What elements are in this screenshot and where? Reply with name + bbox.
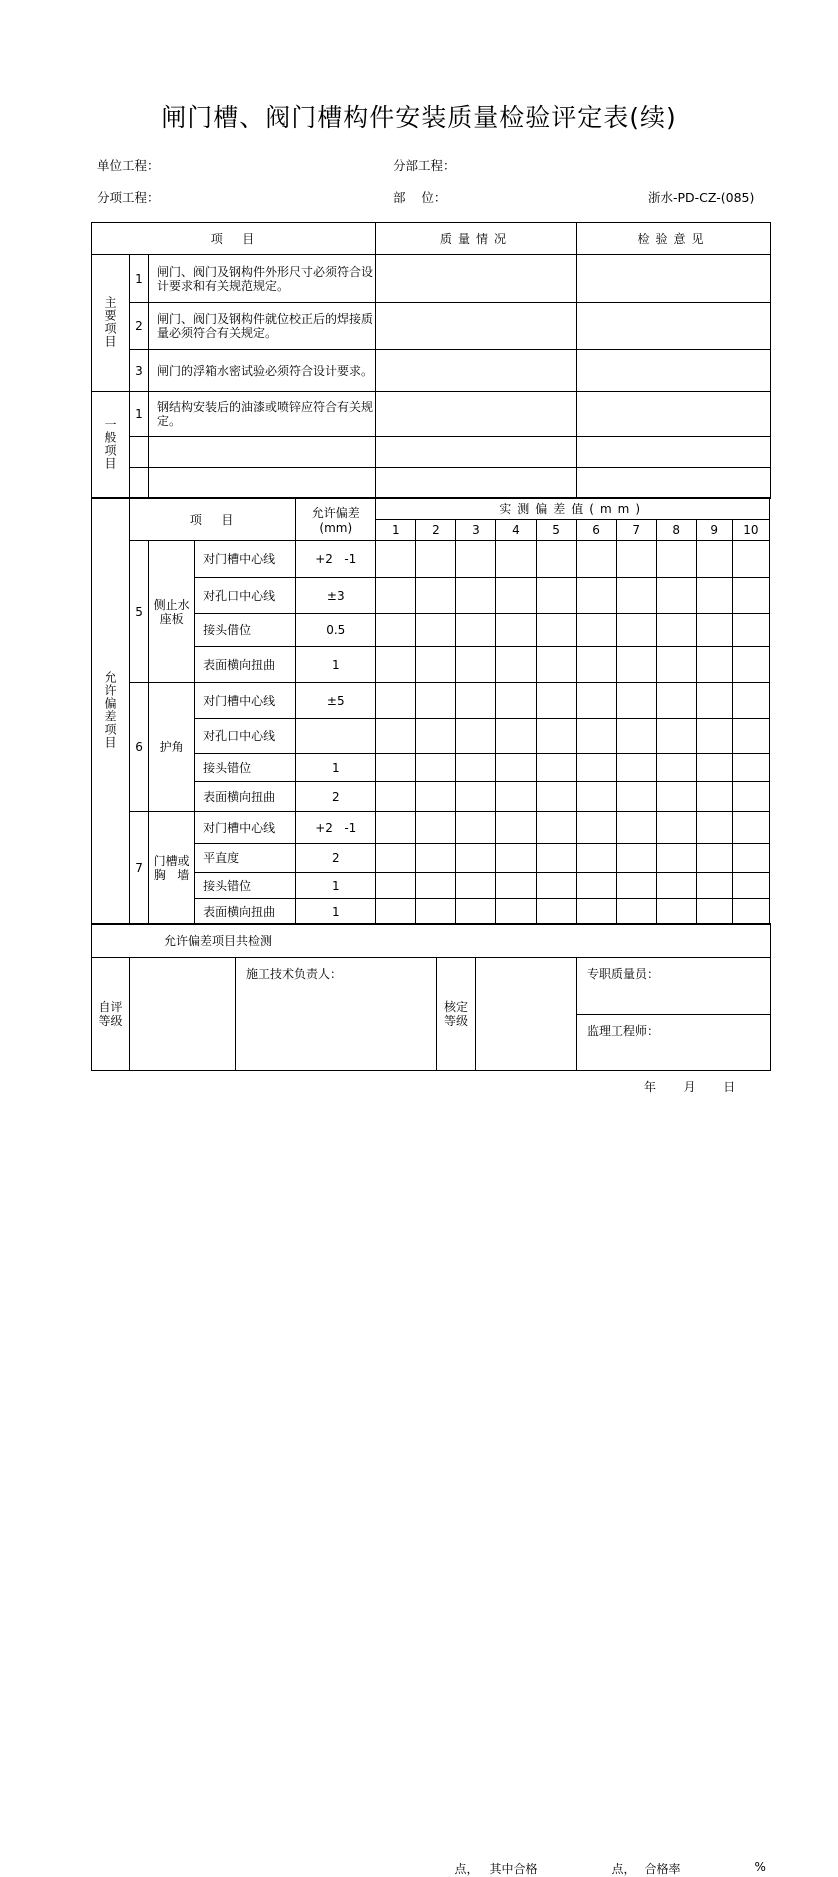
deviation-item: 对门槽中心线 <box>195 812 296 844</box>
measurement-cell[interactable] <box>456 719 496 754</box>
tolerance-value: 2 <box>296 844 376 873</box>
measurement-cell[interactable] <box>456 754 496 782</box>
measurement-cell[interactable] <box>536 719 576 754</box>
measurement-cell[interactable] <box>576 578 616 614</box>
tolerance-value: 1 <box>296 899 376 925</box>
tolerance-value: +2 -1 <box>296 812 376 844</box>
check-grade-cell[interactable] <box>476 958 577 1071</box>
unit-project-label: 单位工程： <box>97 158 160 173</box>
tolerance-value: ±5 <box>296 683 376 719</box>
measurement-cell[interactable] <box>576 873 616 899</box>
measurement-cell[interactable] <box>376 541 416 578</box>
measurement-cell[interactable] <box>456 578 496 614</box>
measurement-cell[interactable] <box>576 683 616 719</box>
measurement-cell[interactable] <box>576 719 616 754</box>
check-grade-label: 核定等级 <box>437 958 476 1071</box>
measurement-cell[interactable] <box>576 647 616 683</box>
measurement-cell[interactable] <box>696 541 732 578</box>
measurement-cell[interactable] <box>732 844 769 873</box>
measurement-cell[interactable] <box>616 683 656 719</box>
measurement-cell[interactable] <box>732 812 769 844</box>
measurement-cell[interactable] <box>616 812 656 844</box>
tolerance-value: 0.5 <box>296 614 376 647</box>
measurement-cell[interactable] <box>416 541 456 578</box>
measurement-cell[interactable] <box>656 844 696 873</box>
measure-column-number: 6 <box>576 520 616 541</box>
measurement-cell[interactable] <box>456 812 496 844</box>
opinion-cell[interactable] <box>577 303 771 350</box>
tolerance-value <box>296 719 376 754</box>
tech-lead-cell[interactable] <box>236 958 437 1071</box>
measurement-cell[interactable] <box>732 899 769 925</box>
measurement-cell[interactable] <box>616 873 656 899</box>
main-item-no: 3 <box>130 350 149 392</box>
measurement-cell[interactable] <box>456 873 496 899</box>
deviation-item: 接头借位 <box>195 614 296 647</box>
measurement-cell[interactable] <box>732 782 769 812</box>
supervisor-label: 监理工程师： <box>587 1024 660 1038</box>
measure-column-number: 8 <box>656 520 696 541</box>
measurement-cell[interactable] <box>416 844 456 873</box>
measurement-cell[interactable] <box>496 899 536 925</box>
main-item-no: 1 <box>130 255 149 303</box>
measurement-cell[interactable] <box>656 873 696 899</box>
measurement-cell[interactable] <box>536 683 576 719</box>
measurement-cell[interactable] <box>732 647 769 683</box>
tolerance-value: 1 <box>296 647 376 683</box>
inspection-table <box>91 222 771 499</box>
measurement-cell[interactable] <box>696 719 732 754</box>
self-grade-label: 自评等级 <box>92 958 130 1071</box>
measurement-cell[interactable] <box>376 683 416 719</box>
deviation-item: 表面横向扭曲 <box>195 782 296 812</box>
tolerance-value: 2 <box>296 782 376 812</box>
measurement-cell[interactable] <box>376 782 416 812</box>
main-item-text: 闸门、阀门及钢构件外形尺寸必须符合设计要求和有关规范规定。 <box>149 255 376 303</box>
tolerance-value: ±3 <box>296 578 376 614</box>
measurement-cell[interactable] <box>456 782 496 812</box>
quality-cell[interactable] <box>376 303 577 350</box>
measurement-cell[interactable] <box>616 541 656 578</box>
opinion-cell[interactable] <box>577 468 771 499</box>
measurement-cell[interactable] <box>496 578 536 614</box>
measurement-cell[interactable] <box>536 899 576 925</box>
measure-column-number: 3 <box>456 520 496 541</box>
measurement-cell[interactable] <box>536 578 576 614</box>
measurement-cell[interactable] <box>616 782 656 812</box>
measure-column-number: 4 <box>496 520 536 541</box>
measurement-cell[interactable] <box>376 754 416 782</box>
measurement-cell[interactable] <box>696 647 732 683</box>
quality-cell[interactable] <box>376 350 577 392</box>
measurement-cell[interactable] <box>696 614 732 647</box>
measurement-cell[interactable] <box>656 578 696 614</box>
division-project-label: 分部工程： <box>393 158 456 173</box>
measurement-cell[interactable] <box>496 541 536 578</box>
deviation-group-no: 6 <box>130 683 149 812</box>
measurement-cell[interactable] <box>732 578 769 614</box>
measurement-cell[interactable] <box>616 578 656 614</box>
self-grade-cell[interactable] <box>130 958 236 1071</box>
quality-cell[interactable] <box>376 392 577 437</box>
measurement-cell[interactable] <box>576 614 616 647</box>
measure-column-number: 5 <box>536 520 576 541</box>
measurement-cell[interactable] <box>732 754 769 782</box>
measurement-cell[interactable] <box>536 541 576 578</box>
measurement-cell[interactable] <box>656 754 696 782</box>
measurement-cell[interactable] <box>376 873 416 899</box>
measurement-cell[interactable] <box>416 683 456 719</box>
main-item-text: 闸门、阀门及钢构件就位校正后的焊接质量必须符合有关规定。 <box>149 303 376 350</box>
measurement-cell[interactable] <box>376 578 416 614</box>
location-label: 部 位： <box>393 190 447 205</box>
measurement-cell[interactable] <box>732 541 769 578</box>
measure-column-number: 1 <box>376 520 416 541</box>
measurement-cell[interactable] <box>576 541 616 578</box>
deviation-group-no: 7 <box>130 812 149 925</box>
main-item-text: 闸门的浮箱水密试验必须符合设计要求。 <box>149 350 376 392</box>
measure-column-number: 7 <box>616 520 656 541</box>
deviation-item: 接头错位 <box>195 873 296 899</box>
deviation-item: 对孔口中心线 <box>195 719 296 754</box>
opinion-cell[interactable] <box>577 350 771 392</box>
col-header-item: 项 目 <box>92 223 376 255</box>
deviation-item: 对孔口中心线 <box>195 578 296 614</box>
measurement-cell[interactable] <box>616 614 656 647</box>
measurement-cell[interactable] <box>416 754 456 782</box>
deviation-item: 对门槽中心线 <box>195 541 296 578</box>
general-items-group: 一般项目 <box>92 392 130 499</box>
measurement-cell[interactable] <box>576 899 616 925</box>
quality-cell[interactable] <box>376 437 577 468</box>
measurement-cell[interactable] <box>732 719 769 754</box>
measurement-cell[interactable] <box>732 683 769 719</box>
main-items-group: 主要项目 <box>92 255 130 392</box>
col-header-quality: 质量情况 <box>376 223 577 255</box>
measurement-cell[interactable] <box>616 754 656 782</box>
measurement-cell[interactable] <box>616 844 656 873</box>
deviation-item: 表面横向扭曲 <box>195 647 296 683</box>
measurement-cell[interactable] <box>376 719 416 754</box>
measurement-cell[interactable] <box>656 719 696 754</box>
measurement-cell[interactable] <box>656 541 696 578</box>
opinion-cell[interactable] <box>577 392 771 437</box>
measurement-cell[interactable] <box>616 719 656 754</box>
general-item-no: 1 <box>130 392 149 437</box>
measurement-cell[interactable] <box>376 614 416 647</box>
measurement-cell[interactable] <box>536 873 576 899</box>
opinion-cell[interactable] <box>577 437 771 468</box>
measurement-cell[interactable] <box>376 899 416 925</box>
measurement-cell[interactable] <box>456 647 496 683</box>
supervisor-cell[interactable] <box>577 1015 771 1071</box>
measurement-cell[interactable] <box>696 782 732 812</box>
measurement-cell[interactable] <box>496 844 536 873</box>
measurement-cell[interactable] <box>416 812 456 844</box>
measurement-cell[interactable] <box>496 873 536 899</box>
summary-row: 允许偏差项目共检测 点， 其中合格 点， 合格率 % <box>92 924 771 958</box>
measurement-cell[interactable] <box>376 647 416 683</box>
measurement-cell[interactable] <box>576 812 616 844</box>
measurement-cell[interactable] <box>656 812 696 844</box>
measurement-cell[interactable] <box>456 541 496 578</box>
measurement-cell[interactable] <box>456 899 496 925</box>
deviation-group-label: 允许偏差项目 <box>92 498 130 925</box>
measurement-cell[interactable] <box>732 614 769 647</box>
measurement-cell[interactable] <box>416 719 456 754</box>
date-line: 年 月 日 <box>644 1080 736 1094</box>
form-code: 浙水-PD-CZ-(085) <box>648 190 755 205</box>
measurement-cell[interactable] <box>576 844 616 873</box>
quality-officer-cell[interactable] <box>577 958 771 1015</box>
tech-lead-label: 施工技术负责人： <box>246 967 343 981</box>
summary-text-a: 允许偏差项目共检测 <box>164 934 273 948</box>
measurement-cell[interactable] <box>656 782 696 812</box>
deviation-group-name: 侧止水座板 <box>149 541 195 683</box>
measurement-cell[interactable] <box>696 873 732 899</box>
measurement-cell[interactable] <box>656 614 696 647</box>
measurement-cell[interactable] <box>656 647 696 683</box>
deviation-group-name: 门槽或胸 墙 <box>149 812 195 925</box>
measurement-cell[interactable] <box>456 844 496 873</box>
deviation-item: 接头错位 <box>195 754 296 782</box>
measurement-cell[interactable] <box>496 614 536 647</box>
measurement-cell[interactable] <box>496 782 536 812</box>
measurement-cell[interactable] <box>656 683 696 719</box>
tolerance-value: +2 -1 <box>296 541 376 578</box>
measurement-cell[interactable] <box>536 614 576 647</box>
measurement-cell[interactable] <box>496 683 536 719</box>
measurement-cell[interactable] <box>732 873 769 899</box>
quality-cell[interactable] <box>376 255 577 303</box>
deviation-group-no: 5 <box>130 541 149 683</box>
quality-cell[interactable] <box>376 468 577 499</box>
measurement-cell[interactable] <box>536 754 576 782</box>
measurement-cell[interactable] <box>456 683 496 719</box>
deviation-item: 表面横向扭曲 <box>195 899 296 925</box>
measurement-cell[interactable] <box>696 578 732 614</box>
measurement-cell[interactable] <box>496 754 536 782</box>
measurement-cell[interactable] <box>456 614 496 647</box>
measurement-cell[interactable] <box>536 782 576 812</box>
measure-column-number: 10 <box>732 520 769 541</box>
measurement-cell[interactable] <box>696 754 732 782</box>
page-title: 闸门槽、阀门槽构件安装质量检验评定表(续) <box>161 103 677 132</box>
measurement-cell[interactable] <box>616 647 656 683</box>
measurement-cell[interactable] <box>616 899 656 925</box>
measurement-cell[interactable] <box>496 812 536 844</box>
measurement-cell[interactable] <box>576 782 616 812</box>
opinion-cell[interactable] <box>577 255 771 303</box>
measured-header: 实测偏差值(mm) <box>376 498 770 520</box>
measurement-cell[interactable] <box>576 754 616 782</box>
general-item-text: 钢结构安装后的油漆或喷锌应符合有关规定。 <box>149 392 376 437</box>
quality-officer-label: 专职质量员： <box>587 967 660 981</box>
measurement-cell[interactable] <box>656 899 696 925</box>
measurement-cell[interactable] <box>416 782 456 812</box>
measurement-cell[interactable] <box>416 873 456 899</box>
measurement-cell[interactable] <box>696 899 732 925</box>
tolerance-value: 1 <box>296 873 376 899</box>
measurement-cell[interactable] <box>536 812 576 844</box>
deviation-group-name: 护角 <box>149 683 195 812</box>
measurement-cell[interactable] <box>536 647 576 683</box>
measurement-cell[interactable] <box>416 647 456 683</box>
measure-column-number: 9 <box>696 520 732 541</box>
measurement-cell[interactable] <box>416 614 456 647</box>
measurement-cell[interactable] <box>536 844 576 873</box>
measurement-cell[interactable] <box>376 844 416 873</box>
sub-item-project-label: 分项工程： <box>97 190 160 205</box>
measurement-cell[interactable] <box>416 578 456 614</box>
deviation-item: 对门槽中心线 <box>195 683 296 719</box>
measure-column-number: 2 <box>416 520 456 541</box>
measurement-cell[interactable] <box>496 647 536 683</box>
tolerance-value: 1 <box>296 754 376 782</box>
deviation-item-header: 项 目 <box>130 498 296 541</box>
measurement-cell[interactable] <box>416 899 456 925</box>
measurement-cell[interactable] <box>696 812 732 844</box>
tolerance-header: 允许偏差 (mm) <box>296 498 376 541</box>
deviation-table <box>91 497 770 925</box>
measurement-cell[interactable] <box>696 844 732 873</box>
measurement-cell[interactable] <box>496 719 536 754</box>
measurement-cell[interactable] <box>696 683 732 719</box>
main-item-no: 2 <box>130 303 149 350</box>
deviation-item: 平直度 <box>195 844 296 873</box>
measurement-cell[interactable] <box>376 812 416 844</box>
col-header-opinion: 检验意见 <box>577 223 771 255</box>
